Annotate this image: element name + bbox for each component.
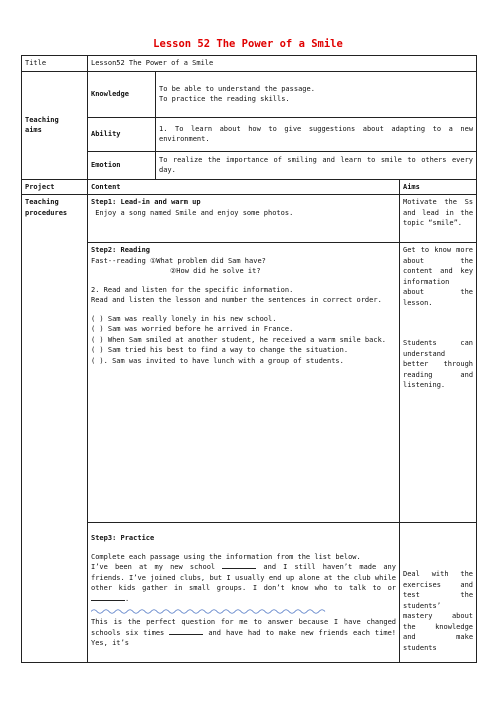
title-row — [22, 56, 477, 72]
passage-2: This is the perfect question for me to answer because I have changed schools six times and have had to make new friends each time! Yes, it’s — [91, 618, 397, 647]
step2-aims — [400, 243, 477, 523]
emotion-text: To realize the importance of smiling and learn to smile to others every day. — [156, 151, 477, 179]
step2-title: Step2: Reading — [91, 246, 151, 254]
number-1-icon: ① — [150, 256, 157, 265]
wave-divider — [91, 608, 327, 615]
step1-text: Enjoy a song named Smile and enjoy some photos. — [95, 208, 294, 217]
emotion-label: Emotion — [88, 151, 156, 179]
number-2-icon: ② — [170, 267, 177, 275]
step3-title: Step3: Practice — [91, 534, 155, 542]
ability-row — [22, 117, 477, 151]
step1-title: Step1: Lead-in and warm up — [91, 198, 201, 206]
fast-reading-q2: ②How did he solve it? — [170, 267, 261, 275]
step2-content — [88, 243, 400, 523]
fast-reading-q1: Fast--reading ①What problem did Sam have? — [91, 256, 266, 265]
step3-row — [22, 523, 477, 663]
knowledge-label: Knowledge — [88, 71, 156, 117]
step1-aim: Motivate the Ss and lead in the topic “smile”. — [400, 195, 477, 243]
blank-2[interactable] — [91, 594, 125, 601]
header-row — [22, 179, 477, 195]
knowledge-row — [22, 71, 477, 117]
title-label: Title — [22, 56, 88, 72]
order-item-5: ( ). Sam was invited to have lunch with a group of students. — [91, 356, 344, 365]
title-value: Lesson52 The Power of a Smile — [88, 56, 477, 72]
step3-instruction: Complete each passage using the information from the list below. — [91, 552, 361, 561]
document-title: Lesson 52 The Power of a Smile — [153, 38, 343, 50]
task2-line2: Read and listen the lesson and number the sentences in correct order. — [91, 296, 382, 304]
content-header: Content — [88, 179, 400, 195]
step1-row — [22, 195, 477, 243]
ability-text: 1. To learn about how to give suggestions about adapting to a new environment. — [156, 117, 477, 151]
knowledge-text: To be able to understand the passage. To practice the reading skills. — [156, 71, 477, 117]
order-item-3: ( ) When Sam smiled at another student, he received a warm smile back. — [91, 335, 387, 344]
step2-aim-2: Students can understand better through reading and listening. — [403, 339, 474, 389]
order-item-2: ( ) Sam was worried before he arrived in France. — [91, 325, 294, 333]
emotion-row — [22, 151, 477, 179]
teaching-procedures-label: Teaching procedures — [22, 195, 88, 663]
step3-aim: Deal with the exercises and test the students’ mastery about the knowledge and make students — [400, 523, 477, 663]
blank-3[interactable] — [169, 628, 203, 635]
passage-1: I’ve been at my new school and I still haven’t made any friends. I’ve joined clubs, but I usually end up alone at the club while other kids gather in small groups. I don’t know who to talk to or . — [91, 563, 396, 603]
step3-content — [88, 523, 400, 663]
project-header: Project — [22, 179, 88, 195]
step2-row — [22, 243, 477, 523]
blank-1[interactable] — [222, 562, 256, 569]
order-item-4: ( ) Sam tried his best to find a way to change the situation. — [91, 346, 349, 354]
step1-content — [88, 195, 400, 243]
lesson-plan-table — [21, 55, 477, 663]
ability-label: Ability — [88, 117, 156, 151]
task2-line1: 2. Read and listen for the specific information. — [91, 285, 294, 294]
aims-header: Aims — [400, 179, 477, 195]
teaching-aims-label: Teaching aims — [22, 71, 88, 179]
step2-aim-1: Get to know more about the content and key information about the lesson. — [403, 246, 474, 307]
order-item-1: ( ) Sam was really lonely in his new school. — [91, 314, 277, 323]
